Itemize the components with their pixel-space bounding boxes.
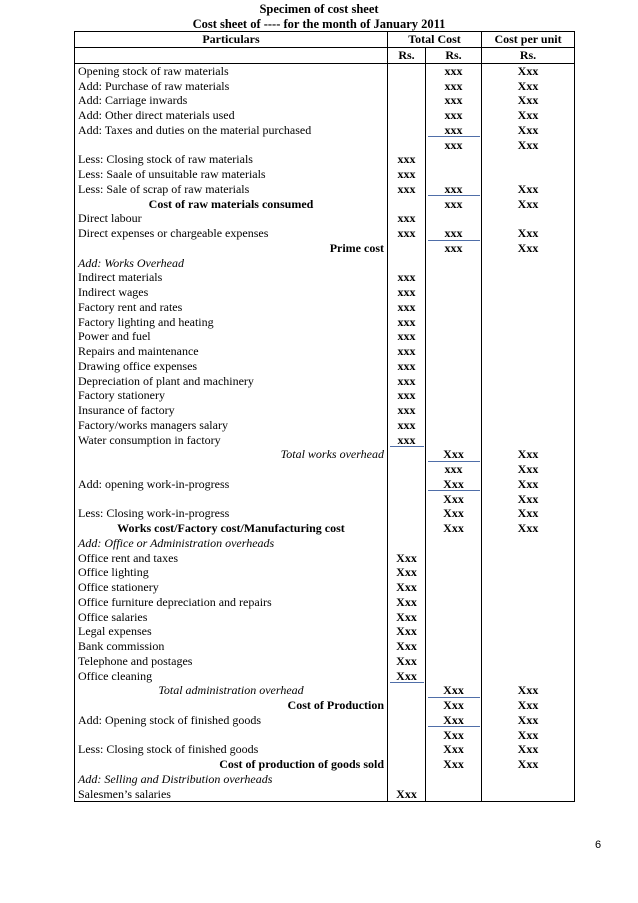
total-cost-cell: Xxx bbox=[426, 491, 482, 506]
particulars-cell: Add: Taxes and duties on the material purchased bbox=[75, 123, 388, 138]
cost-per-unit-cell bbox=[482, 300, 575, 315]
cost-per-unit-cell bbox=[482, 668, 575, 683]
rs-amount-cell bbox=[388, 63, 426, 78]
total-cost-cell: Xxx bbox=[426, 477, 482, 492]
rs-amount-cell: Xxx bbox=[388, 654, 426, 669]
table-row bbox=[75, 196, 575, 211]
cost-per-unit-cell bbox=[482, 418, 575, 433]
cost-per-unit-cell bbox=[482, 580, 575, 595]
particulars-cell: Office rent and taxes bbox=[75, 550, 388, 565]
particulars-cell bbox=[75, 491, 388, 506]
total-cost-cell bbox=[426, 786, 482, 801]
rs-amount-cell: Xxx bbox=[388, 595, 426, 610]
table-row bbox=[75, 255, 575, 270]
particulars-cell: Add: Office or Administration overheads bbox=[75, 536, 388, 551]
total-cost-cell: xxx bbox=[426, 63, 482, 78]
table-row bbox=[75, 182, 575, 197]
cost-per-unit-cell: Xxx bbox=[482, 123, 575, 138]
rs-amount-cell bbox=[388, 447, 426, 462]
total-cost-cell bbox=[426, 211, 482, 226]
subtotal-rule bbox=[428, 240, 480, 241]
particulars-cell: Office salaries bbox=[75, 609, 388, 624]
total-cost-cell: Xxx bbox=[426, 447, 482, 462]
cost-per-unit-cell: Xxx bbox=[482, 742, 575, 757]
rs-amount-cell bbox=[388, 683, 426, 698]
table-row bbox=[75, 713, 575, 728]
total-cost-cell bbox=[426, 536, 482, 551]
rs-amount-cell bbox=[388, 255, 426, 270]
total-cost-cell bbox=[426, 285, 482, 300]
table-row bbox=[75, 241, 575, 256]
cost-per-unit-cell bbox=[482, 595, 575, 610]
rs-amount-cell bbox=[388, 137, 426, 152]
rs-header-3: Rs. bbox=[482, 47, 575, 63]
particulars-cell: Works cost/Factory cost/Manufacturing cost bbox=[75, 521, 388, 536]
particulars-cell bbox=[75, 462, 388, 477]
total-cost-cell bbox=[426, 329, 482, 344]
rs-amount-cell: xxx bbox=[388, 314, 426, 329]
cost-per-unit-cell: Xxx bbox=[482, 683, 575, 698]
particulars-cell: Indirect materials bbox=[75, 270, 388, 285]
rs-amount-cell: xxx bbox=[388, 344, 426, 359]
total-cost-cell bbox=[426, 550, 482, 565]
cost-per-unit-cell: Xxx bbox=[482, 698, 575, 713]
particulars-cell: Legal expenses bbox=[75, 624, 388, 639]
table-row bbox=[75, 727, 575, 742]
cost-per-unit-cell bbox=[482, 432, 575, 447]
rs-amount-cell bbox=[388, 196, 426, 211]
total-cost-cell: Xxx bbox=[426, 521, 482, 536]
table-row bbox=[75, 536, 575, 551]
rs-amount-cell: Xxx bbox=[388, 550, 426, 565]
table-row bbox=[75, 63, 575, 78]
rs-amount-cell bbox=[388, 727, 426, 742]
cost-per-unit-cell bbox=[482, 550, 575, 565]
header-row-2 bbox=[75, 47, 575, 63]
total-cost-cell bbox=[426, 639, 482, 654]
rs-amount-cell: Xxx bbox=[388, 580, 426, 595]
cost-per-unit-cell bbox=[482, 388, 575, 403]
table-row bbox=[75, 624, 575, 639]
table-row bbox=[75, 93, 575, 108]
cost-per-unit-header: Cost per unit bbox=[482, 32, 575, 48]
total-cost-cell: xxx bbox=[426, 196, 482, 211]
rs-amount-cell: Xxx bbox=[388, 624, 426, 639]
rs-amount-cell: Xxx bbox=[388, 668, 426, 683]
total-cost-cell: xxx bbox=[426, 462, 482, 477]
rs-header-1: Rs. bbox=[388, 47, 426, 63]
particulars-cell: Direct labour bbox=[75, 211, 388, 226]
rs-amount-cell: Xxx bbox=[388, 639, 426, 654]
cost-per-unit-cell bbox=[482, 403, 575, 418]
cost-per-unit-cell: Xxx bbox=[482, 491, 575, 506]
rs-amount-cell: Xxx bbox=[388, 609, 426, 624]
cost-per-unit-cell: Xxx bbox=[482, 137, 575, 152]
cost-per-unit-cell: Xxx bbox=[482, 506, 575, 521]
particulars-cell bbox=[75, 137, 388, 152]
table-row bbox=[75, 565, 575, 580]
rs-amount-cell: xxx bbox=[388, 182, 426, 197]
sheet-heading: Specimen of cost sheet bbox=[259, 2, 379, 16]
particulars-cell: Insurance of factory bbox=[75, 403, 388, 418]
cost-per-unit-cell: Xxx bbox=[482, 78, 575, 93]
total-cost-cell bbox=[426, 300, 482, 315]
rs-amount-cell bbox=[388, 713, 426, 728]
table-row bbox=[75, 329, 575, 344]
table-row bbox=[75, 668, 575, 683]
rs-amount-cell bbox=[388, 772, 426, 787]
rs-amount-cell: xxx bbox=[388, 359, 426, 374]
particulars-cell: Office furniture depreciation and repairs bbox=[75, 595, 388, 610]
cost-per-unit-cell bbox=[482, 654, 575, 669]
cost-per-unit-cell bbox=[482, 373, 575, 388]
rs-amount-cell bbox=[388, 742, 426, 757]
table-row bbox=[75, 373, 575, 388]
table-row bbox=[75, 683, 575, 698]
total-cost-cell bbox=[426, 609, 482, 624]
rs-amount-cell: xxx bbox=[388, 329, 426, 344]
particulars-cell: Office stationery bbox=[75, 580, 388, 595]
rs-amount-cell bbox=[388, 491, 426, 506]
particulars-cell: Factory/works managers salary bbox=[75, 418, 388, 433]
cost-per-unit-cell: Xxx bbox=[482, 63, 575, 78]
total-cost-cell: xxx bbox=[426, 78, 482, 93]
rs-amount-cell: xxx bbox=[388, 270, 426, 285]
sheet-subheading: Cost sheet of ---- for the month of January 2011 bbox=[192, 17, 446, 31]
table-row bbox=[75, 226, 575, 241]
rs-amount-cell bbox=[388, 78, 426, 93]
cost-per-unit-cell: Xxx bbox=[482, 521, 575, 536]
particulars-cell: Bank commission bbox=[75, 639, 388, 654]
particulars-cell: Add: Other direct materials used bbox=[75, 108, 388, 123]
cost-per-unit-cell bbox=[482, 786, 575, 801]
total-cost-cell: xxx bbox=[426, 241, 482, 256]
total-cost-cell bbox=[426, 595, 482, 610]
rs-amount-cell: xxx bbox=[388, 373, 426, 388]
cost-per-unit-cell bbox=[482, 536, 575, 551]
total-cost-cell bbox=[426, 654, 482, 669]
cost-per-unit-cell bbox=[482, 609, 575, 624]
total-cost-cell bbox=[426, 418, 482, 433]
total-cost-cell: xxx bbox=[426, 137, 482, 152]
particulars-cell: Total administration overhead bbox=[75, 683, 388, 698]
total-cost-cell: xxx bbox=[426, 226, 482, 241]
table-row bbox=[75, 595, 575, 610]
table-row bbox=[75, 432, 575, 447]
table-row bbox=[75, 698, 575, 713]
rs-amount-cell: xxx bbox=[388, 418, 426, 433]
table-row bbox=[75, 285, 575, 300]
rs-amount-cell: xxx bbox=[388, 211, 426, 226]
particulars-cell: Total works overhead bbox=[75, 447, 388, 462]
particulars-cell: Depreciation of plant and machinery bbox=[75, 373, 388, 388]
table-row bbox=[75, 344, 575, 359]
subtotal-rule bbox=[428, 136, 480, 137]
particulars-cell: Less: Saale of unsuitable raw materials bbox=[75, 167, 388, 182]
particulars-cell: Factory rent and rates bbox=[75, 300, 388, 315]
table-row bbox=[75, 167, 575, 182]
table-row bbox=[75, 477, 575, 492]
rs-amount-cell: Xxx bbox=[388, 786, 426, 801]
particulars-cell: Cost of raw materials consumed bbox=[75, 196, 388, 211]
header-row-1 bbox=[75, 32, 575, 48]
total-cost-cell: Xxx bbox=[426, 698, 482, 713]
subtotal-rule bbox=[428, 461, 480, 462]
rs-amount-cell bbox=[388, 93, 426, 108]
total-cost-cell bbox=[426, 344, 482, 359]
total-cost-cell bbox=[426, 167, 482, 182]
table-row bbox=[75, 137, 575, 152]
subtotal-rule bbox=[428, 726, 480, 727]
table-row bbox=[75, 609, 575, 624]
table-row bbox=[75, 521, 575, 536]
cost-per-unit-cell: Xxx bbox=[482, 93, 575, 108]
cost-per-unit-cell: Xxx bbox=[482, 462, 575, 477]
particulars-cell: Office lighting bbox=[75, 565, 388, 580]
particulars-cell: Direct expenses or chargeable expenses bbox=[75, 226, 388, 241]
total-cost-cell bbox=[426, 580, 482, 595]
subtotal-rule bbox=[390, 446, 424, 447]
table-row bbox=[75, 786, 575, 801]
total-cost-cell: xxx bbox=[426, 108, 482, 123]
table-row bbox=[75, 270, 575, 285]
particulars-cell: Office cleaning bbox=[75, 668, 388, 683]
rs-amount-cell: xxx bbox=[388, 167, 426, 182]
cost-per-unit-cell: Xxx bbox=[482, 196, 575, 211]
total-cost-cell bbox=[426, 152, 482, 167]
rs-amount-cell bbox=[388, 521, 426, 536]
rs-amount-cell: xxx bbox=[388, 388, 426, 403]
blank-header-cell bbox=[75, 47, 388, 63]
total-cost-cell bbox=[426, 314, 482, 329]
cost-per-unit-cell: Xxx bbox=[482, 226, 575, 241]
particulars-cell: Add: Selling and Distribution overheads bbox=[75, 772, 388, 787]
particulars-cell: Less: Closing stock of raw materials bbox=[75, 152, 388, 167]
total-cost-cell bbox=[426, 432, 482, 447]
cost-per-unit-cell bbox=[482, 167, 575, 182]
particulars-cell: Cost of production of goods sold bbox=[75, 757, 388, 772]
particulars-cell: Add: Works Overhead bbox=[75, 255, 388, 270]
total-cost-cell: Xxx bbox=[426, 742, 482, 757]
total-cost-cell bbox=[426, 388, 482, 403]
total-cost-cell bbox=[426, 373, 482, 388]
particulars-cell: Add: opening work-in-progress bbox=[75, 477, 388, 492]
subtotal-rule bbox=[428, 195, 480, 196]
total-cost-header: Total Cost bbox=[388, 32, 482, 48]
particulars-cell: Prime cost bbox=[75, 241, 388, 256]
table-row bbox=[75, 388, 575, 403]
cost-per-unit-cell bbox=[482, 211, 575, 226]
particulars-cell: Less: Closing stock of finished goods bbox=[75, 742, 388, 757]
rs-amount-cell bbox=[388, 536, 426, 551]
table-row bbox=[75, 418, 575, 433]
cost-per-unit-cell bbox=[482, 639, 575, 654]
total-cost-cell: Xxx bbox=[426, 683, 482, 698]
rs-header-2: Rs. bbox=[426, 47, 482, 63]
particulars-cell: Less: Sale of scrap of raw materials bbox=[75, 182, 388, 197]
cost-sheet-table bbox=[74, 31, 575, 802]
rs-amount-cell bbox=[388, 698, 426, 713]
rs-amount-cell bbox=[388, 108, 426, 123]
total-cost-cell: Xxx bbox=[426, 727, 482, 742]
total-cost-cell: xxx bbox=[426, 93, 482, 108]
cost-per-unit-cell bbox=[482, 624, 575, 639]
total-cost-cell: Xxx bbox=[426, 757, 482, 772]
table-row bbox=[75, 462, 575, 477]
table-row bbox=[75, 152, 575, 167]
cost-per-unit-cell bbox=[482, 344, 575, 359]
total-cost-cell: xxx bbox=[426, 123, 482, 138]
table-row bbox=[75, 300, 575, 315]
total-cost-cell bbox=[426, 772, 482, 787]
table-row bbox=[75, 78, 575, 93]
rs-amount-cell: xxx bbox=[388, 285, 426, 300]
total-cost-cell bbox=[426, 624, 482, 639]
table-row bbox=[75, 550, 575, 565]
cost-per-unit-cell: Xxx bbox=[482, 108, 575, 123]
subtotal-rule bbox=[428, 490, 480, 491]
table-row bbox=[75, 359, 575, 374]
table-row bbox=[75, 403, 575, 418]
cost-per-unit-cell bbox=[482, 359, 575, 374]
table-row bbox=[75, 447, 575, 462]
table-row bbox=[75, 314, 575, 329]
table-row bbox=[75, 639, 575, 654]
rs-amount-cell bbox=[388, 462, 426, 477]
cost-per-unit-cell: Xxx bbox=[482, 477, 575, 492]
particulars-cell: Opening stock of raw materials bbox=[75, 63, 388, 78]
cost-per-unit-cell: Xxx bbox=[482, 447, 575, 462]
particulars-cell: Add: Purchase of raw materials bbox=[75, 78, 388, 93]
particulars-cell: Cost of Production bbox=[75, 698, 388, 713]
cost-per-unit-cell bbox=[482, 255, 575, 270]
cost-per-unit-cell: Xxx bbox=[482, 757, 575, 772]
total-cost-cell bbox=[426, 270, 482, 285]
table-row bbox=[75, 211, 575, 226]
table-row bbox=[75, 654, 575, 669]
cost-per-unit-cell bbox=[482, 565, 575, 580]
table-row bbox=[75, 757, 575, 772]
cost-per-unit-cell: Xxx bbox=[482, 182, 575, 197]
rs-amount-cell: xxx bbox=[388, 403, 426, 418]
table-row bbox=[75, 491, 575, 506]
particulars-cell bbox=[75, 727, 388, 742]
cost-per-unit-cell bbox=[482, 152, 575, 167]
total-cost-cell bbox=[426, 255, 482, 270]
particulars-header: Particulars bbox=[75, 32, 388, 48]
particulars-cell: Repairs and maintenance bbox=[75, 344, 388, 359]
cost-per-unit-cell bbox=[482, 270, 575, 285]
table-row bbox=[75, 123, 575, 138]
total-cost-cell: xxx bbox=[426, 182, 482, 197]
rs-amount-cell bbox=[388, 506, 426, 521]
table-row bbox=[75, 742, 575, 757]
particulars-cell: Add: Opening stock of finished goods bbox=[75, 713, 388, 728]
particulars-cell: Telephone and postages bbox=[75, 654, 388, 669]
total-cost-cell bbox=[426, 403, 482, 418]
cost-per-unit-cell: Xxx bbox=[482, 713, 575, 728]
rs-amount-cell bbox=[388, 477, 426, 492]
subtotal-rule bbox=[428, 697, 480, 698]
total-cost-cell: Xxx bbox=[426, 713, 482, 728]
particulars-cell: Add: Carriage inwards bbox=[75, 93, 388, 108]
rs-amount-cell bbox=[388, 123, 426, 138]
rs-amount-cell bbox=[388, 757, 426, 772]
rs-amount-cell: xxx bbox=[388, 300, 426, 315]
rs-amount-cell: xxx bbox=[388, 226, 426, 241]
cost-per-unit-cell bbox=[482, 329, 575, 344]
rs-amount-cell: xxx bbox=[388, 152, 426, 167]
cost-per-unit-cell bbox=[482, 285, 575, 300]
particulars-cell: Salesmen’s salaries bbox=[75, 786, 388, 801]
cost-per-unit-cell bbox=[482, 772, 575, 787]
total-cost-cell bbox=[426, 359, 482, 374]
rs-amount-cell bbox=[388, 241, 426, 256]
particulars-cell: Water consumption in factory bbox=[75, 432, 388, 447]
particulars-cell: Less: Closing work-in-progress bbox=[75, 506, 388, 521]
particulars-cell: Factory lighting and heating bbox=[75, 314, 388, 329]
total-cost-cell bbox=[426, 565, 482, 580]
table-row bbox=[75, 108, 575, 123]
table-row bbox=[75, 580, 575, 595]
rs-amount-cell: xxx bbox=[388, 432, 426, 447]
particulars-cell: Drawing office expenses bbox=[75, 359, 388, 374]
cost-per-unit-cell: Xxx bbox=[482, 241, 575, 256]
total-cost-cell: Xxx bbox=[426, 506, 482, 521]
rs-amount-cell: Xxx bbox=[388, 565, 426, 580]
cost-per-unit-cell: Xxx bbox=[482, 727, 575, 742]
cost-per-unit-cell bbox=[482, 314, 575, 329]
particulars-cell: Power and fuel bbox=[75, 329, 388, 344]
particulars-cell: Indirect wages bbox=[75, 285, 388, 300]
total-cost-cell bbox=[426, 668, 482, 683]
page-number: 6 bbox=[595, 839, 602, 851]
table-row bbox=[75, 772, 575, 787]
table-row bbox=[75, 506, 575, 521]
subtotal-rule bbox=[390, 682, 424, 683]
particulars-cell: Factory stationery bbox=[75, 388, 388, 403]
